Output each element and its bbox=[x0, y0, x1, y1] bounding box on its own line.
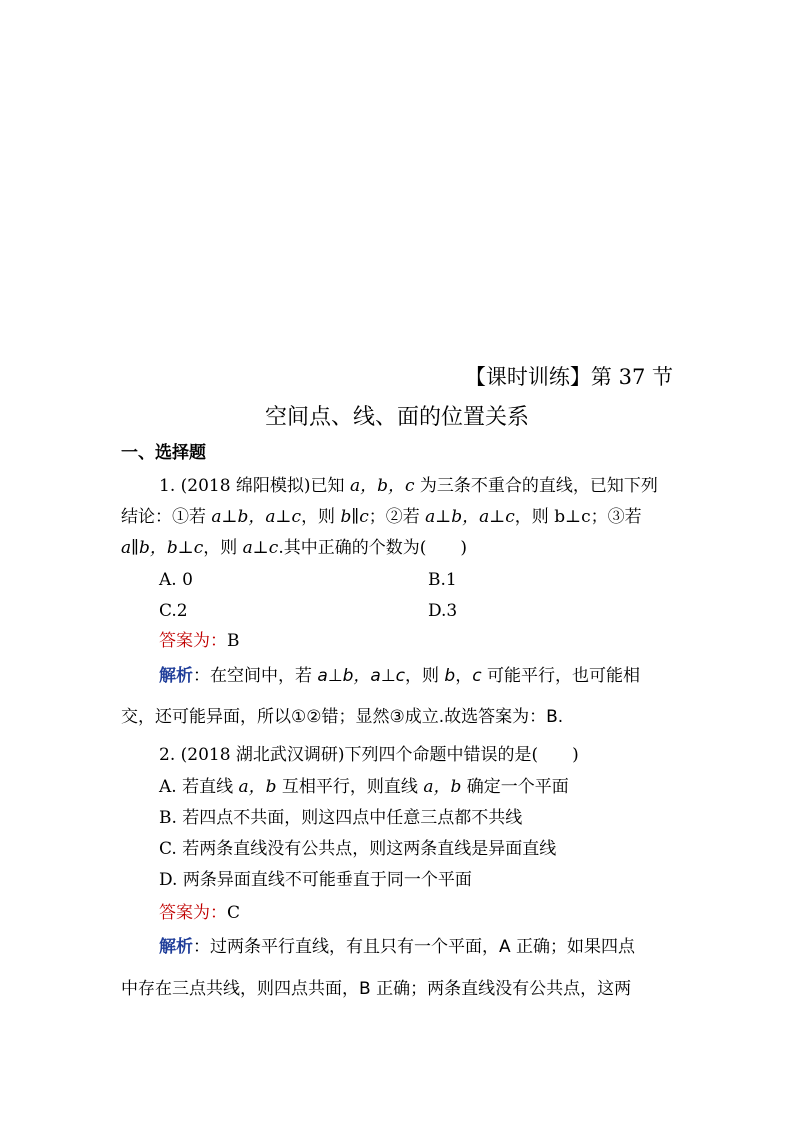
analysis-1-line-1: 解析：在空间中，若 a⊥b，a⊥c，则 b，c 可能平行，也可能相 bbox=[159, 666, 640, 686]
question-2-option-a: A. 若直线 a，b 互相平行，则直线 a，b 确定一个平面 bbox=[159, 777, 569, 797]
option-a: A. 0 bbox=[159, 570, 193, 590]
answer-1: 答案为：B bbox=[159, 631, 240, 651]
option-b: B.1 bbox=[428, 570, 457, 590]
question-2-option-b: B. 若四点不共面，则这四点中任意三点都不共线 bbox=[159, 808, 523, 828]
question-1-line-1: 1. (2018 绵阳模拟)已知 a，b，c 为三条不重合的直线，已知下列 bbox=[159, 476, 658, 496]
page-title: 空间点、线、面的位置关系 bbox=[264, 405, 529, 430]
header-label: 【课时训练】第 37 节 bbox=[464, 365, 673, 389]
analysis-2-line-1: 解析：过两条平行直线，有且只有一个平面，A 正确；如果四点 bbox=[159, 937, 636, 957]
analysis-1-line-2: 交，还可能异面，所以①②错；显然③成立.故选答案为：B. bbox=[121, 707, 564, 727]
question-1-line-2: 结论：①若 a⊥b，a⊥c，则 b∥c；②若 a⊥b，a⊥c，则 b⊥c；③若 bbox=[121, 507, 642, 527]
section-heading: 一、选择题 bbox=[121, 443, 206, 463]
option-d: D.3 bbox=[428, 601, 458, 621]
question-1-line-3: a∥b，b⊥c，则 a⊥c.其中正确的个数为( ) bbox=[121, 538, 467, 558]
question-2-stem: 2. (2018 湖北武汉调研)下列四个命题中错误的是( ) bbox=[159, 745, 579, 765]
question-2-option-c: C. 若两条直线没有公共点，则这两条直线是异面直线 bbox=[159, 839, 557, 859]
analysis-2-line-2: 中存在三点共线，则四点共面，B 正确；两条直线没有公共点，这两 bbox=[121, 979, 632, 999]
question-2-option-d: D. 两条异面直线不可能垂直于同一个平面 bbox=[159, 870, 472, 890]
option-c: C.2 bbox=[159, 601, 188, 621]
answer-2: 答案为：C bbox=[159, 903, 241, 923]
